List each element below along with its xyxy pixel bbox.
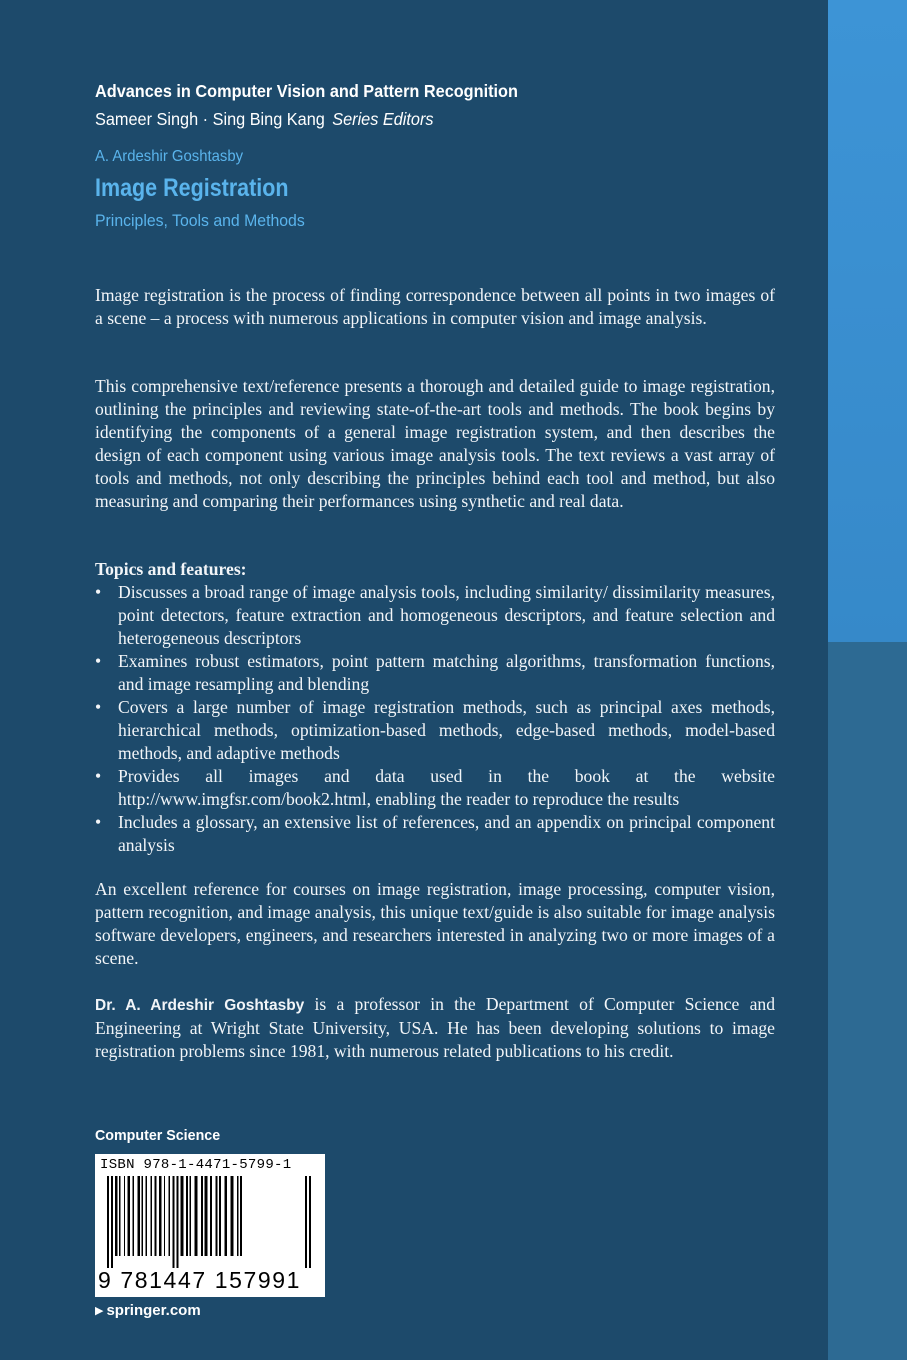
book-author: A. Ardeshir Goshtasby [95,148,244,165]
barcode-bar [309,1176,311,1268]
series-editors-role: Series Editors [332,109,434,129]
barcode-bar [205,1176,208,1256]
bullet-icon: • [95,697,102,717]
barcode-bar [240,1176,242,1256]
barcode-bar [305,1176,307,1268]
barcode-bars [107,1176,313,1268]
intro-paragraph: Image registration is the process of finding correspondence between all points in two images of a scene – a process with numerous applications in computer vision and image analysis. [95,285,775,328]
barcode-bar [107,1176,109,1268]
bullet-icon: • [95,651,102,671]
subject-category: Computer Science [95,1127,221,1144]
publisher-link[interactable] [95,1302,201,1319]
barcode-bar [201,1176,203,1256]
list-item-text: Provides all images and data used in the book at the website http://www.imgfsr.com/book2.html, enabling the reader to reproduce the results [118,766,775,809]
isbn-label: ISBN 978-1-4471-5799-1 [100,1157,292,1173]
barcode-bar [111,1176,113,1268]
barcode-bar [115,1176,118,1256]
series-editors [95,109,434,130]
list-item-text: Includes a glossary, an extensive list of references, and an appendix on principal component analysis [118,812,775,855]
bullet-icon: • [95,766,102,786]
list-item [95,696,775,765]
publisher-url: springer.com [106,1302,201,1319]
list-item [95,811,775,857]
topics-section [95,558,775,857]
audience-paragraph: An excellent reference for courses on image registration, image processing, computer vision, pattern recognition, and image analysis, this unique text/guide is also suitable for image analysis software developers, engineers, and researchers interested in analyzing two or more images of a scene. [95,879,775,968]
bullet-icon: • [95,812,102,832]
barcode-bar [173,1176,175,1268]
barcode-bar [210,1176,212,1256]
barcode-digits: 9 781447 157991 [98,1267,302,1293]
barcode-bar [124,1176,125,1256]
book-title: Image Registration [95,174,289,202]
barcode-bar [159,1176,162,1256]
barcode-bar [219,1176,221,1256]
barcode-bar [181,1176,184,1256]
barcode-bar [177,1176,179,1268]
list-item [95,650,775,696]
barcode-bar [186,1176,188,1256]
barcode-bar [142,1176,144,1256]
play-arrow-icon: ▶ [95,1305,104,1317]
bullet-icon: • [95,582,102,602]
barcode-bar [231,1176,234,1256]
list-item [95,581,775,650]
barcode-bar [155,1176,157,1256]
barcode-bar [225,1176,228,1256]
barcode-bar [146,1176,148,1256]
barcode-bar [169,1176,171,1256]
barcode-bar [133,1176,135,1256]
author-bio [95,993,775,1063]
series-title: Advances in Computer Vision and Pattern Recognition [95,81,518,101]
list-item-text: Covers a large number of image registration methods, such as principal axes methods, hierarchical methods, optimization-based methods, edge-based methods, model-based methods, and adaptive methods [118,697,775,763]
barcode-bar [237,1176,239,1256]
author-bio-text: is a professor in the Department of Computer Science and Engineering at Wright State University, USA. He has been developing solutions to image registration problems since 1981, with numerous related publications to his credit. [95,994,775,1061]
list-item [95,765,775,811]
barcode-bar [195,1176,198,1256]
book-subtitle: Principles, Tools and Methods [95,211,305,230]
barcode-bar [164,1176,165,1256]
right-edge-accent-stripe [828,0,907,642]
isbn-barcode [95,1154,325,1297]
list-item-text: Examines robust estimators, point pattern matching algorithms, transformation functions, and image resampling and blending [118,651,775,694]
list-item-text: Discusses a broad range of image analysis tools, including similarity/ dissimilarity measures, point detectors, feature extraction and homogeneous descriptors, and feature selection and heterogeneous descriptors [118,582,775,648]
description-paragraph: This comprehensive text/reference presents a thorough and detailed guide to image registration, outlining the principles and reviewing state-of-the-art tools and methods. The book begins by identifying the components of a general image registration system, and then describes the design of each component using various image analysis tools. The text reviews a vast array of tools and methods, not only describing the principles behind each tool and method, but also measuring and comparing their performances using synthetic and real data. [95,376,775,511]
topics-list [95,581,775,857]
author-bio-name: Dr. A. Ardeshir Goshtasby [95,997,305,1014]
barcode-bar [119,1176,121,1256]
barcode-bar [190,1176,192,1256]
barcode-bar [128,1176,131,1256]
topics-heading: Topics and features: [95,559,247,579]
barcode-bar [216,1176,218,1256]
barcode-bar [138,1176,141,1256]
barcode-bar [151,1176,153,1256]
series-editors-names: Sameer Singh · Sing Bing Kang [95,109,325,129]
